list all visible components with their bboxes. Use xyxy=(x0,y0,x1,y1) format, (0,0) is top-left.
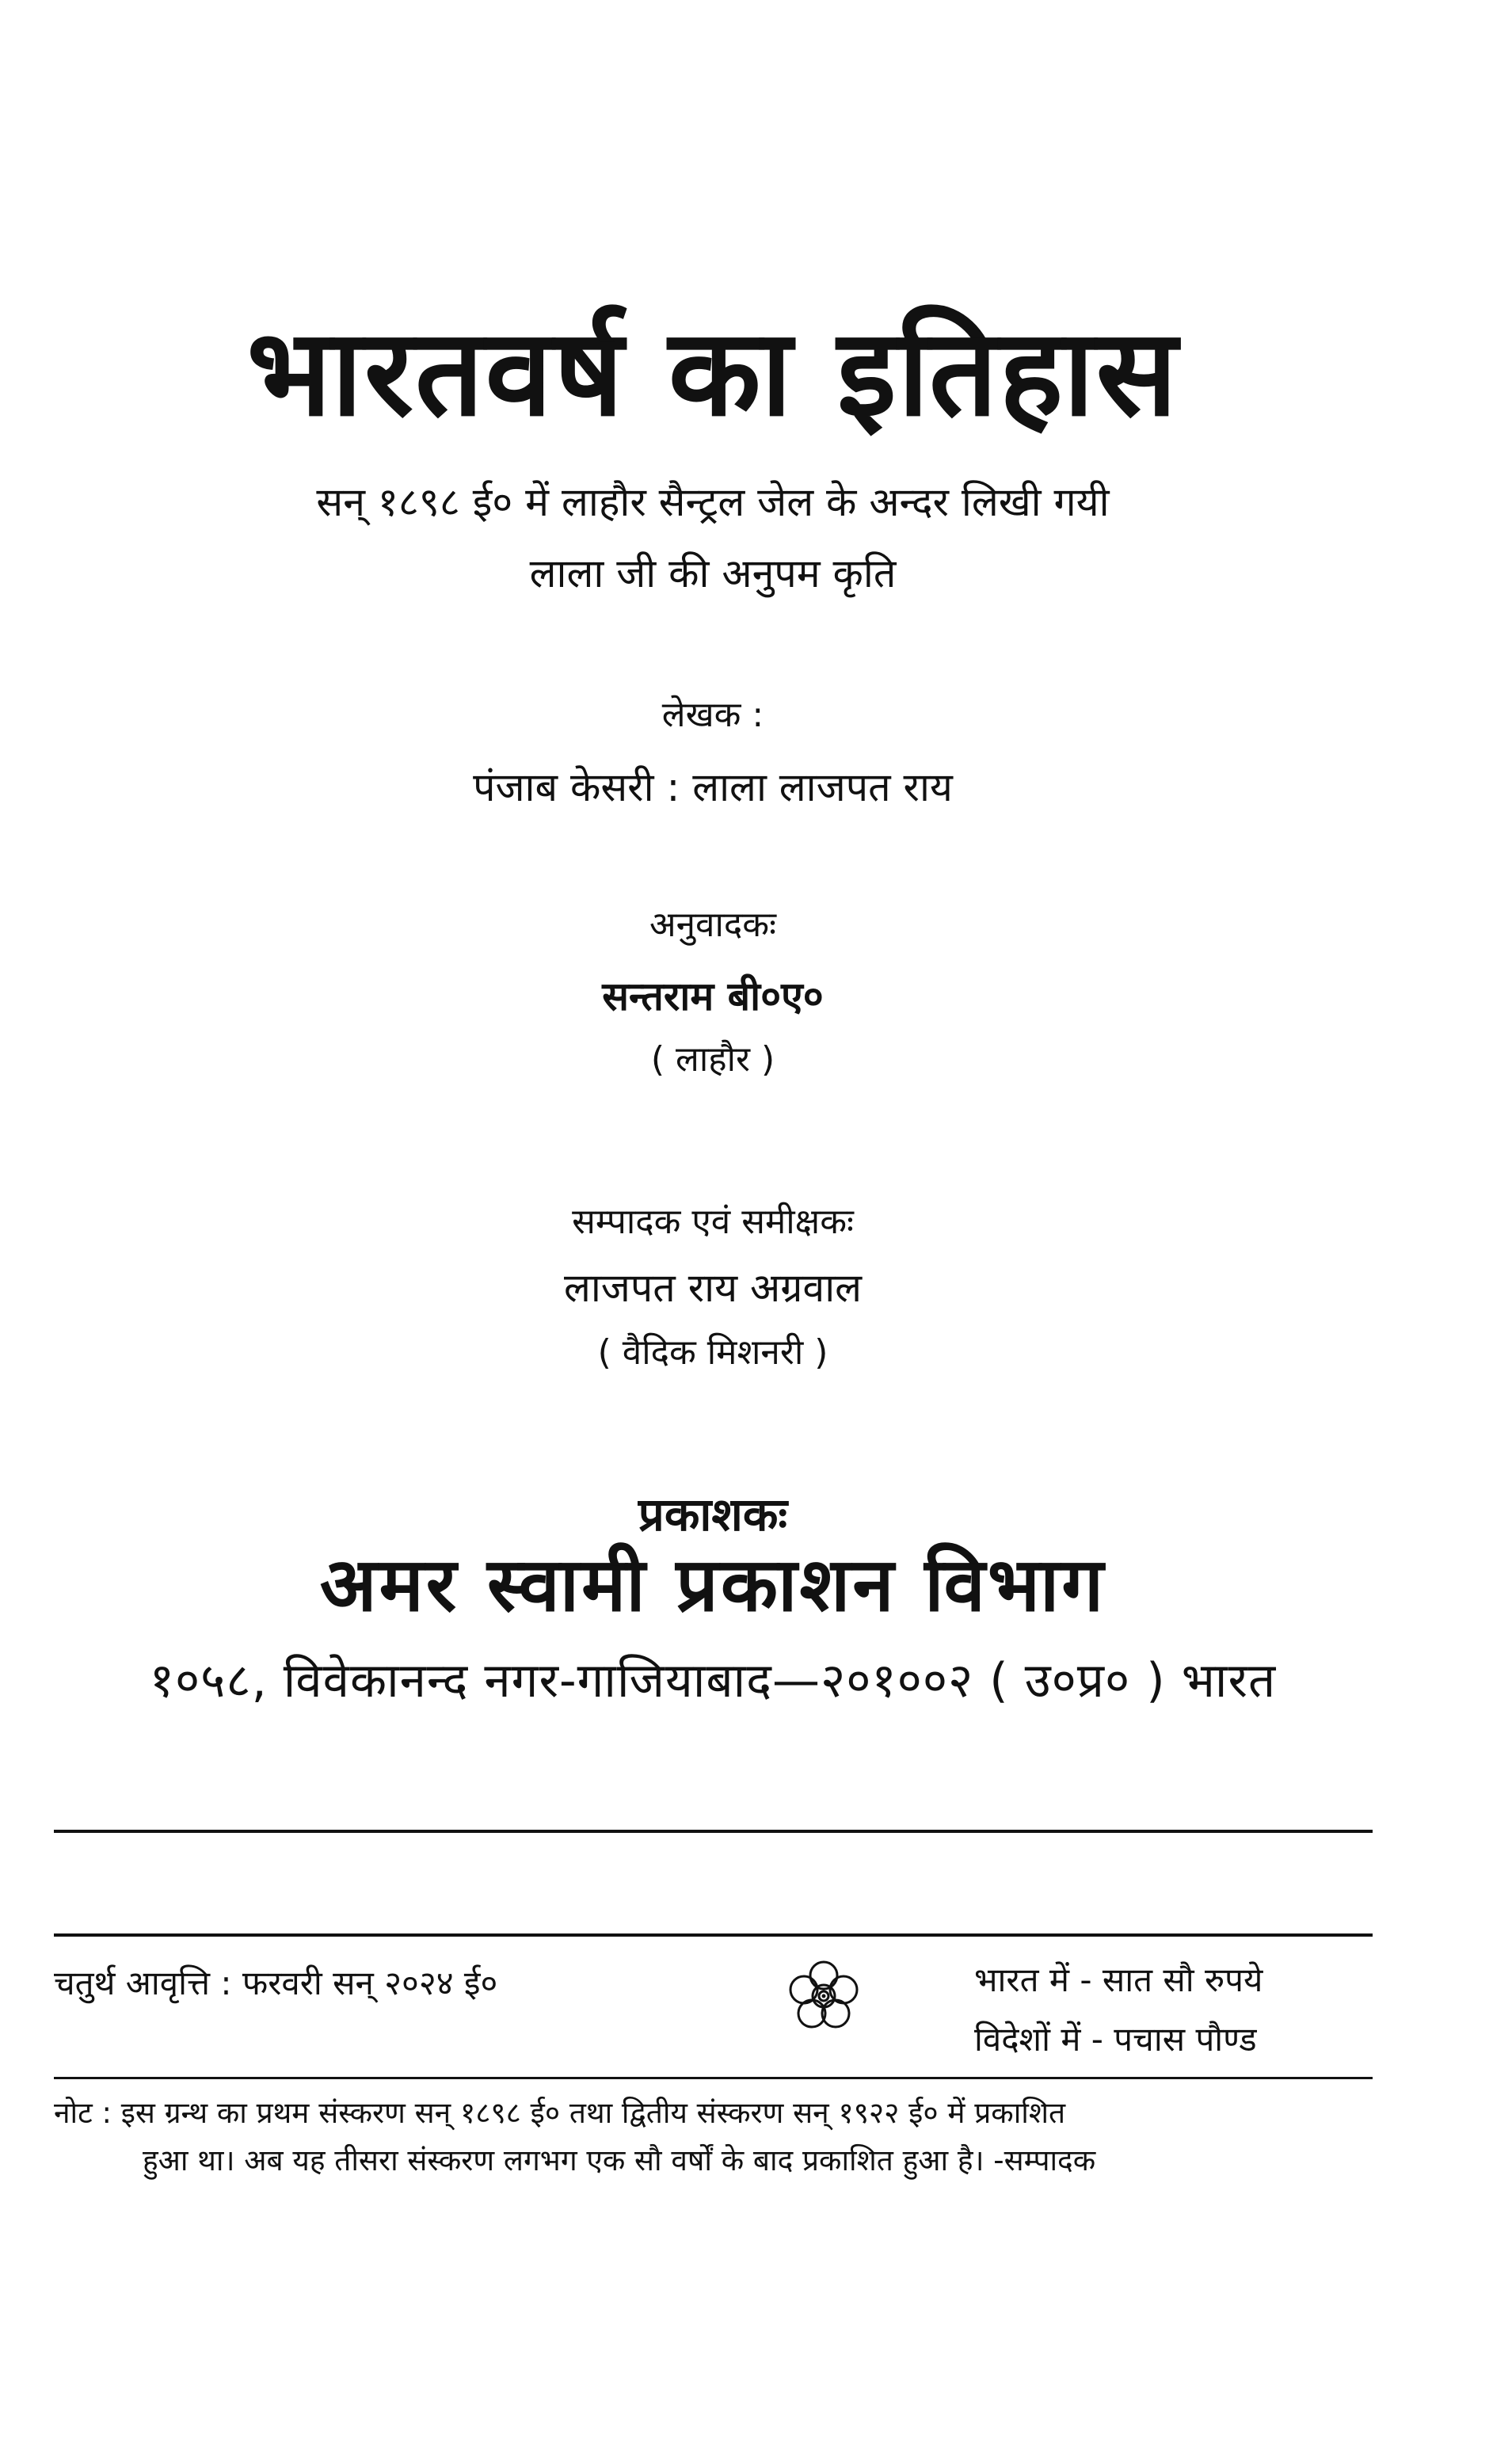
divider-top xyxy=(54,1830,1373,1833)
translator-place: ( लाहौर ) xyxy=(650,1039,775,1080)
subtitle-line-1: सन् १८९८ ई० में लाहौर सैन्ट्रल जेल के अन्दर लिखी गयी xyxy=(316,479,1110,525)
author-label: लेखक : xyxy=(661,695,764,735)
divider-bottom xyxy=(54,2077,1373,2079)
editor-name: लाजपत राय अग्रवाल xyxy=(563,1265,863,1311)
flower-emblem-icon xyxy=(784,1956,863,2036)
divider-middle xyxy=(54,1933,1373,1937)
price-india: भारत में - सात सौ रुपये xyxy=(974,1960,1263,1999)
note-line-1: नोट : इस ग्रन्थ का प्रथम संस्करण सन् १८९८ ई० तथा द्वितीय संस्करण सन् १९२२ ई० में प्रकाशित xyxy=(54,2096,1066,2130)
subtitle-line-2: लाला जी की अनुपम कृति xyxy=(529,550,897,596)
editor-org: ( वैदिक मिशनरी ) xyxy=(597,1332,828,1373)
translator-name: सन्तराम बी०ए० xyxy=(602,973,824,1019)
author-name: पंजाब केसरी : लाला लाजपत राय xyxy=(473,764,953,810)
editor-label: सम्पादक एवं समीक्षकः xyxy=(572,1202,854,1242)
note-line-2: हुआ था। अब यह तीसरा संस्करण लगभग एक सौ वर्षों के बाद प्रकाशित हुआ है। -सम्पादक xyxy=(143,2143,1096,2177)
edition-info: चतुर्थ आवृत्ति : फरवरी सन् २०२४ ई० xyxy=(54,1964,498,2002)
publisher-address: १०५८, विवेकानन्द नगर-गाजियाबाद—२०१००२ ( उ०प्र० ) भारत xyxy=(149,1653,1277,1709)
translator-label: अनुवादकः xyxy=(649,905,776,945)
price-foreign: विदेशों में - पचास पौण्ड xyxy=(974,2020,1257,2059)
publisher-label: प्रकाशकः xyxy=(638,1488,788,1541)
publisher-name: अमर स्वामी प्रकाशन विभाग xyxy=(319,1542,1106,1629)
book-title: भारतवर्ष का इतिहास xyxy=(246,303,1179,443)
